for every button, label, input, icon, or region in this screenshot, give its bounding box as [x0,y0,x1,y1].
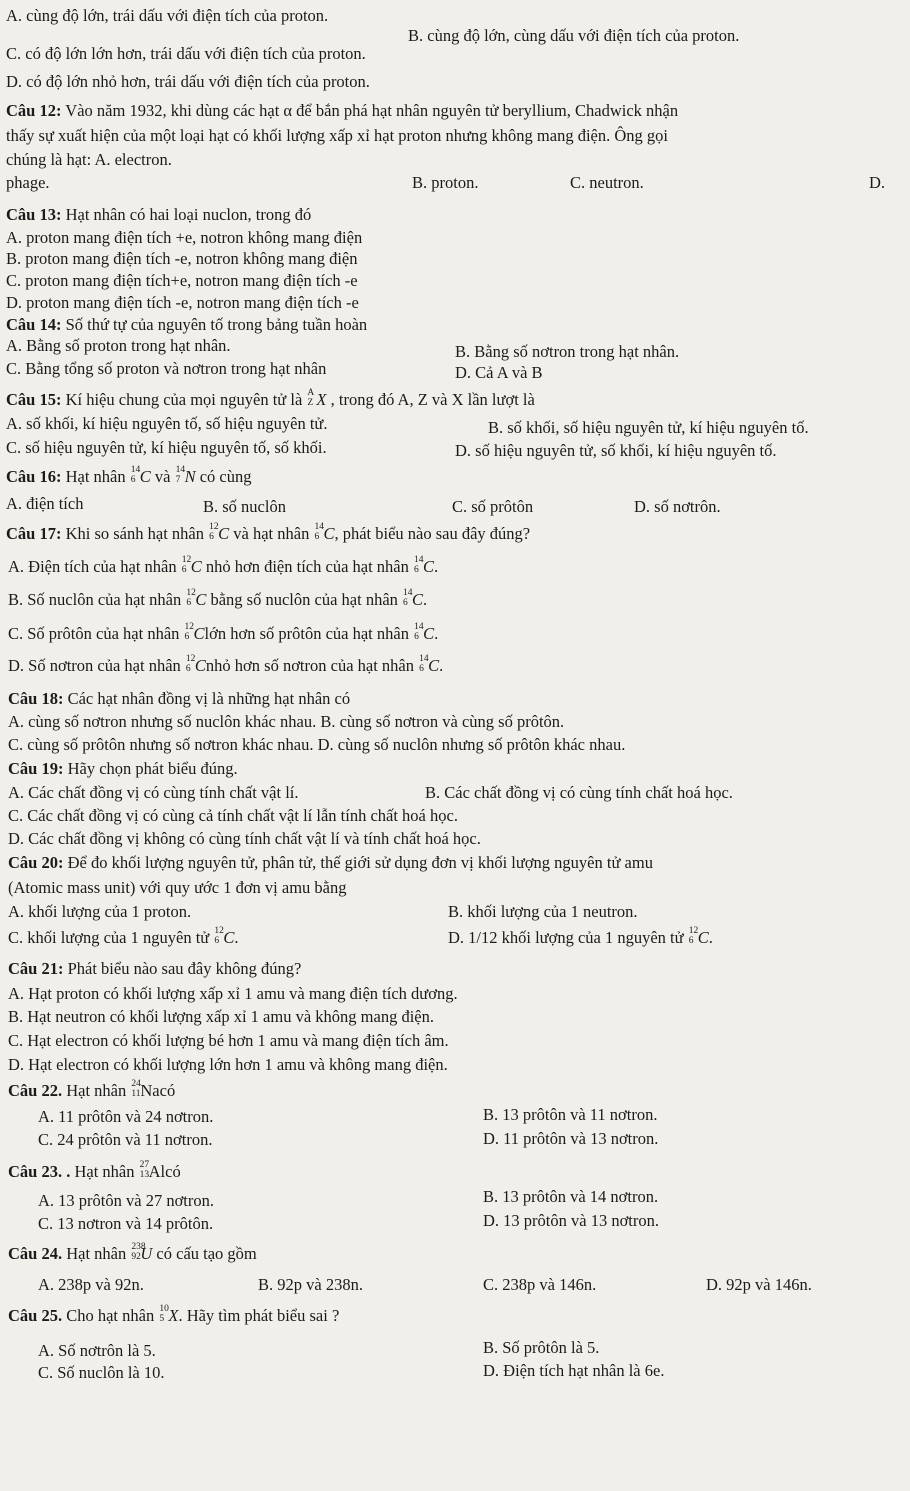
nuclide-symbol: A Z X [307,388,327,409]
answer-option: A. điện tích [6,494,84,513]
question-13: Câu 13: Hạt nhân có hai loại nuclon, trong đó [6,205,312,224]
nuclide-symbol: 12 6 C [688,926,709,947]
answer-option: A. Các chất đồng vị có cùng tính chất vật lí. [8,783,299,802]
question-14: Câu 14: Số thứ tự của nguyên tố trong bảng tuần hoàn [6,315,368,334]
answer-option: C. Các chất đồng vị có cùng cả tính chất vật lí lẫn tính chất hoá học. [8,806,458,825]
answer-option: C. Bằng tổng số proton và nơtron trong hạt nhân [6,359,327,378]
answer-option: A. 13 prôtôn và 27 nơtron. [38,1191,214,1210]
answer-option: C. số prôtôn [452,497,534,516]
nuclide-symbol: 12 6 C [214,926,235,947]
question-20: Câu 20: Để đo khối lượng nguyên tử, phân tử, thế giới sử dụng đơn vị khối lượng nguyên tử amu [8,853,653,872]
answer-option: A. Hạt proton có khối lượng xấp xỉ 1 amu và mang điện tích dương. [8,984,458,1003]
answer-option: C. 13 nơtron và 14 prôtôn. [38,1214,214,1233]
answer-option: D. 92p và 146n. [706,1275,812,1294]
question-22: Câu 22. Hạt nhân 24 11 Nacó [8,1079,176,1100]
nuclide-symbol: 12 6 C [181,555,202,576]
nuclide-symbol: 12 6 C [184,622,205,643]
nuclide-symbol: 27 13 Al [139,1160,166,1181]
answer-option: D. 11 prôtôn và 13 nơtron. [483,1129,659,1148]
answer-option: A. Điện tích của hạt nhân 12 6 C nhỏ hơn điện tích của hạt nhân 14 6 C. [8,555,439,576]
nuclide-symbol: 238 92 U [131,1242,153,1263]
answer-option: D. Cả A và B [455,363,543,382]
answer-option: B. số khối, số hiệu nguyên tử, kí hiệu nguyên tố. [488,418,809,437]
answer-option: B. khối lượng của 1 neutron. [448,902,638,921]
answer-option: B. 92p và 238n. [258,1275,363,1294]
answer-line: A. cùng độ lớn, trái dấu với điện tích của proton. [6,6,329,25]
answer-option: C. 238p và 146n. [483,1275,597,1294]
question-23: Câu 23. . Hạt nhân 27 13 Alcó [8,1160,181,1181]
answer-option: C. Số prôtôn của hạt nhân 12 6 Clớn hơn số prôtôn của hạt nhân 14 6 C. [8,622,439,643]
question-25: Câu 25. Cho hạt nhân 10 5 X. Hãy tìm phát biểu sai ? [8,1304,340,1325]
answer-option: A. khối lượng của 1 proton. [8,902,192,921]
answer-option: D. Hạt electron có khối lượng lớn hơn 1 amu và không mang điện. [8,1055,448,1074]
question-24: Câu 24. Hạt nhân 238 92 U có cấu tạo gồm [8,1242,257,1263]
answer-option: C. số hiệu nguyên tử, kí hiệu nguyên tố, số khối. [6,438,327,457]
answer-option: D. Điện tích hạt nhân là 6e. [483,1361,665,1380]
question-16: Câu 16: Hạt nhân 14 6 C và 14 7 N có cùng [6,465,252,486]
answer-option: B. proton. [412,173,479,192]
nuclide-symbol: 14 6 C [419,654,440,675]
answer-option: B. 13 prôtôn và 14 nơtron. [483,1187,659,1206]
question-12-text: chúng là hạt: A. electron. [6,150,172,169]
answer-line: phage. [6,173,50,192]
answer-option: B. 13 prôtôn và 11 nơtron. [483,1105,658,1124]
answer-line: D. có độ lớn nhỏ hơn, trái dấu với điện tích của proton. [6,72,370,91]
nuclide-symbol: 14 6 C [314,522,335,543]
nuclide-symbol: 14 6 C [414,555,435,576]
question-18: Câu 18: Các hạt nhân đồng vị là những hạt nhân có [8,689,351,708]
nuclide-symbol: 14 6 C [414,622,435,643]
answer-option: B. Hạt neutron có khối lượng xấp xỉ 1 amu và không mang điện. [8,1007,434,1026]
answer-option: C. khối lượng của 1 nguyên tử 12 6 C. [8,926,239,947]
question-17: Câu 17: Khi so sánh hạt nhân 12 6 C và hạt nhân 14 6 C, phát biểu nào sau đây đúng? [6,522,531,543]
nuclide-symbol: 12 6 C [209,522,230,543]
question-21: Câu 21: Phát biểu nào sau đây không đúng? [8,959,302,978]
answer-option: D. proton mang điện tích -e, notron mang điện tích -e [6,293,359,312]
answer-option: D. 13 prôtôn và 13 nơtron. [483,1211,659,1230]
nuclide-symbol: 12 6 C [185,654,206,675]
answer-option: C. neutron. [570,173,644,192]
nuclide-symbol: 24 11 Na [131,1079,160,1100]
answer-option: D. Số nơtron của hạt nhân 12 6 Cnhỏ hơn số nơtron của hạt nhân 14 6 C. [8,654,444,675]
question-19: Câu 19: Hãy chọn phát biểu đúng. [8,759,238,778]
answer-option: A. 238p và 92n. [38,1275,144,1294]
nuclide-symbol: 14 6 C [130,465,151,486]
answer-option: B. proton mang điện tích -e, notron không mang điện [6,249,358,268]
answer-option: C. proton mang điện tích+e, notron mang điện tích -e [6,271,358,290]
question-20-text: (Atomic mass unit) với quy ước 1 đơn vị amu bằng [8,878,347,897]
question-12: Câu 12: Vào năm 1932, khi dùng các hạt α để bắn phá hạt nhân nguyên tử beryllium, Chadwick nhận [6,101,679,120]
answer-option: C. 24 prôtôn và 11 nơtron. [38,1130,213,1149]
answer-line: B. cùng độ lớn, cùng dấu với điện tích của proton. [408,26,740,45]
answer-option: B. Các chất đồng vị có cùng tính chất hoá học. [425,783,733,802]
nuclide-symbol: 14 7 N [175,465,196,486]
answer-option: B. Số nuclôn của hạt nhân 12 6 C bằng số nuclôn của hạt nhân 14 6 C. [8,588,428,609]
answer-option: A. 11 prôtôn và 24 nơtron. [38,1107,214,1126]
question-12-text: thấy sự xuất hiện của một loại hạt có khối lượng xấp xỉ hạt proton nhưng không mang điện. Ông gọi [6,126,668,145]
nuclide-symbol: 12 6 C [186,588,207,609]
nuclide-symbol: 14 6 C [403,588,424,609]
answer-option: A. số khối, kí hiệu nguyên tố, số hiệu nguyên tử. [6,414,328,433]
answer-option: A. Bằng số proton trong hạt nhân. [6,336,231,355]
question-15: Câu 15: Kí hiệu chung của mọi nguyên tử là A Z X , trong đó A, Z và X lần lượt là [6,388,535,409]
answer-option: C. cùng số prôtôn nhưng số nơtron khác nhau. D. cùng số nuclôn nhưng số prôtôn khác nhau. [8,735,626,754]
answer-option: A. Số nơtrôn là 5. [38,1341,156,1360]
answer-line: C. có độ lớn lớn hơn, trái dấu với điện tích của proton. [6,44,366,63]
answer-option: B. Số prôtôn là 5. [483,1338,600,1357]
answer-option: B. số nuclôn [203,497,286,516]
nuclide-symbol: 10 5 X [159,1304,179,1325]
answer-option: D. số hiệu nguyên tử, số khối, kí hiệu nguyên tố. [455,441,777,460]
answer-option: D. 1/12 khối lượng của 1 nguyên tử 12 6 C. [448,926,713,947]
answer-option: A. cùng số nơtron nhưng số nuclôn khác nhau. B. cùng số nơtron và cùng số prôtôn. [8,712,565,731]
answer-option: C. Số nuclôn là 10. [38,1363,165,1382]
answer-option: B. Bằng số nơtron trong hạt nhân. [455,342,680,361]
answer-option: D. [869,173,886,192]
answer-option: C. Hạt electron có khối lượng bé hơn 1 amu và mang điện tích âm. [8,1031,449,1050]
answer-option: D. Các chất đồng vị không có cùng tính chất vật lí và tính chất hoá học. [8,829,481,848]
answer-option: D. số nơtrôn. [634,497,721,516]
answer-option: A. proton mang điện tích +e, notron không mang điện [6,228,363,247]
